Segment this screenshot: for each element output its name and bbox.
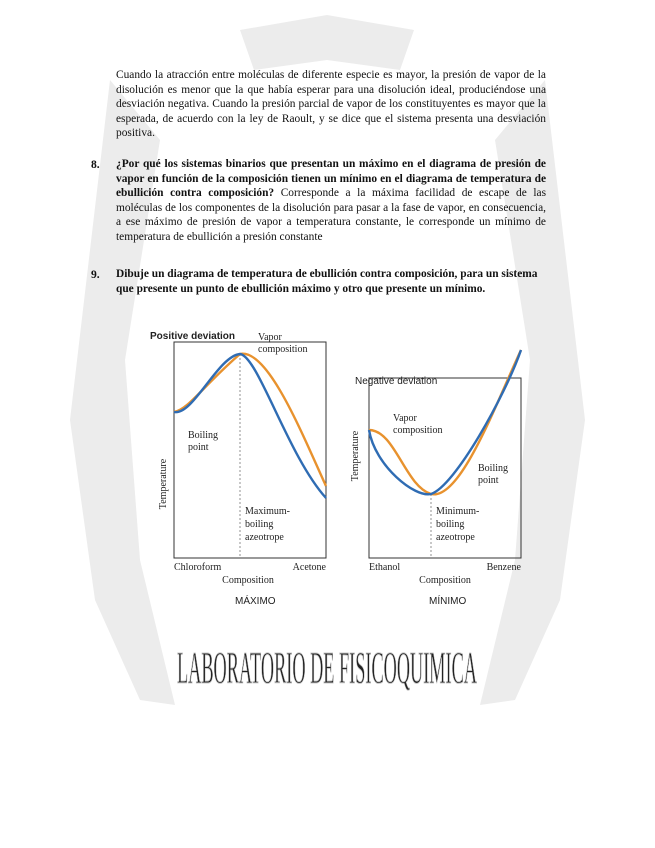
liquid-curve bbox=[174, 354, 326, 498]
azeotrope-label-3: azeotrope bbox=[245, 532, 284, 543]
x-right-label: Acetone bbox=[292, 562, 326, 573]
x-right-label: Benzene bbox=[486, 562, 521, 573]
question-8-number: 8. bbox=[91, 158, 100, 171]
azeotrope-label-2: boiling bbox=[245, 519, 274, 530]
boiling-label-1: Boiling bbox=[478, 463, 509, 474]
vapor-label-1: Vapor bbox=[258, 332, 282, 343]
azeotrope-label-2: boiling bbox=[436, 519, 465, 530]
caption-minimo: MÍNIMO bbox=[429, 596, 467, 607]
vapor-label-1: Vapor bbox=[393, 413, 417, 424]
azeotrope-label-1: Maximum- bbox=[245, 506, 290, 517]
boiling-label-2: point bbox=[188, 442, 209, 453]
figure-minimum-boiling bbox=[345, 326, 530, 586]
vapor-label-2: composition bbox=[258, 344, 308, 355]
x-left-label: Ethanol bbox=[369, 562, 401, 573]
question-9-number: 9. bbox=[91, 268, 100, 281]
watermark-text: LABORATORIO DE FISICOQUIMICA bbox=[177, 642, 477, 693]
question-9-text: Dibuje un diagrama de temperatura de ebullición contra composición, para un sistema que presente un punto de ebullición máximo y otro que presente un mínimo. bbox=[116, 268, 538, 295]
chart-title: Negative deviation bbox=[355, 376, 438, 387]
chart-title: Positive deviation bbox=[150, 331, 236, 342]
azeotrope-label-1: Minimum- bbox=[436, 506, 480, 517]
vapor-label-2: composition bbox=[393, 425, 443, 436]
question-8-answer: Corresponde a la máxima facilidad de escape de las moléculas de los componentes de la disolución para pasar a la fase de vapor, en consecuencia, a ese máximo de presión de vapor a temperatura constante, le corresponde un mínimo de temperatura de ebullición a presión constante bbox=[116, 187, 546, 243]
y-axis-label: Temperature bbox=[158, 458, 169, 510]
figure-maximum-boiling bbox=[148, 326, 338, 586]
x-axis-label: Composition bbox=[222, 575, 274, 586]
azeotrope-label-3: azeotrope bbox=[436, 532, 475, 543]
x-axis-label: Composition bbox=[419, 575, 471, 586]
question-8-paragraph bbox=[116, 157, 546, 245]
boiling-label-2: point bbox=[478, 475, 499, 486]
x-left-label: Chloroform bbox=[174, 562, 222, 573]
question-8-text: ¿Por qué los sistemas binarios que presentan un máximo en el diagrama de presión de vapor en función de la composición tienen un mínimo en el diagrama de temperatura de ebullición contra composición? bbox=[116, 158, 546, 200]
boiling-label-1: Boiling bbox=[188, 430, 219, 441]
intro-paragraph: Cuando la atracción entre moléculas de diferente especie es mayor, la presión de vapor de la disolución es menor que la que había esperar para una disolución ideal, produciéndose una desviación negativa. Cuando la presión parcial de vapor de los constituyentes es mayor que la esperada, de acuerdo con la ley de Raoult, y se dice que el sistema presenta una desviación positiva. bbox=[116, 69, 546, 140]
y-axis-label: Temperature bbox=[350, 430, 361, 482]
caption-maximo: MÁXIMO bbox=[235, 596, 276, 607]
